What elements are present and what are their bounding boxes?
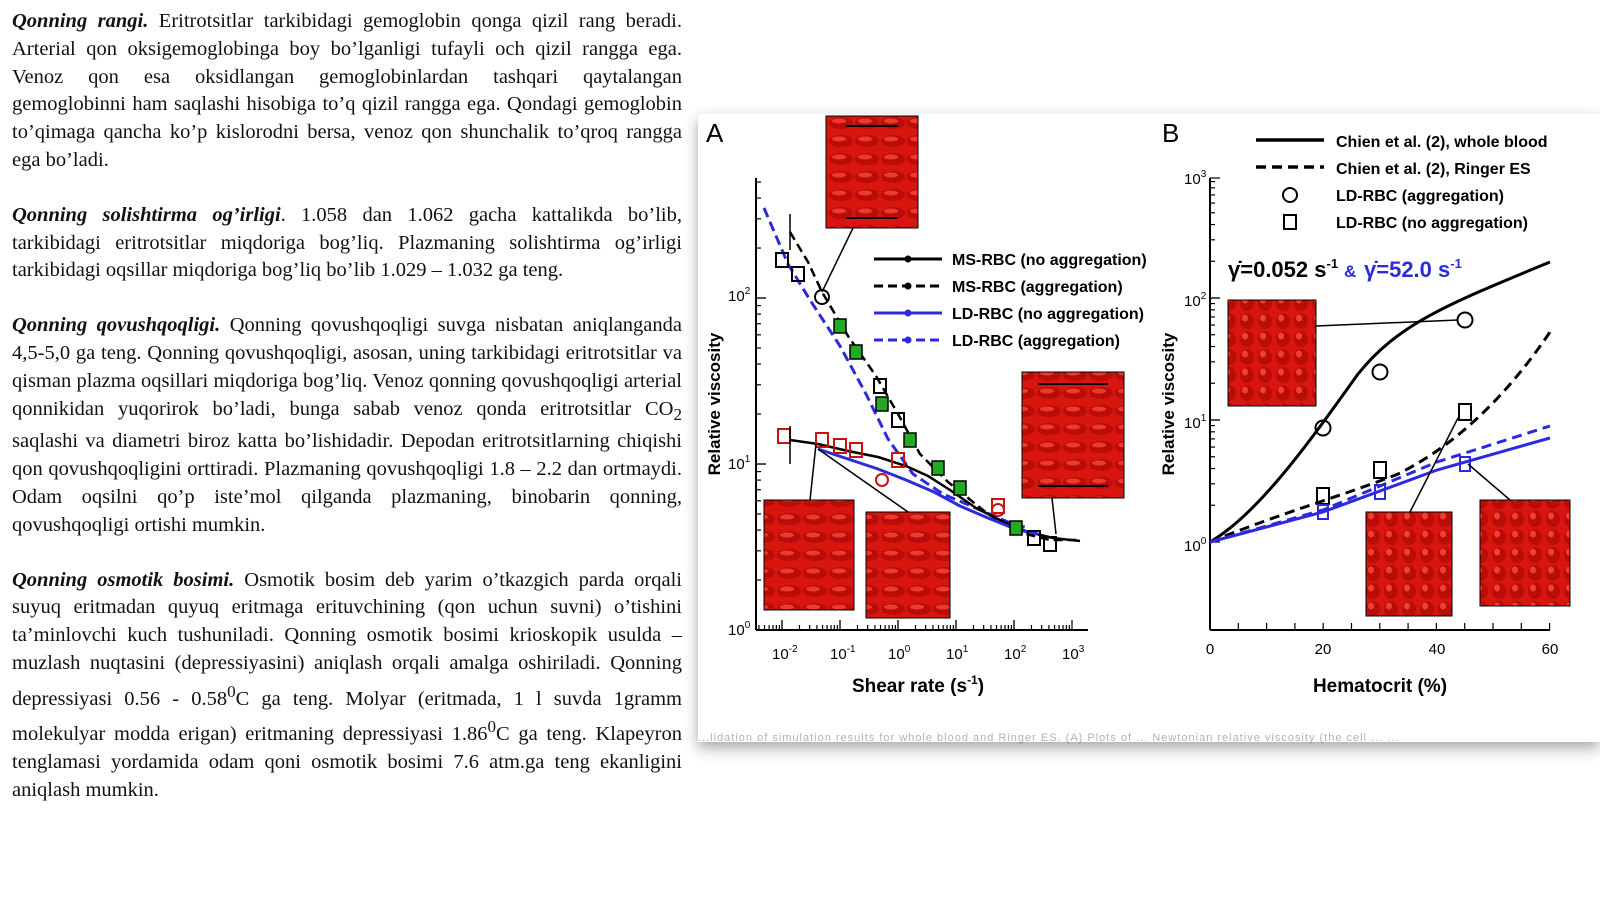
panel-a-xtick-4: $10^1$ xyxy=(946,644,969,663)
panel-b-ytick-1: $10^0$ xyxy=(1184,536,1207,555)
legend-label: MS-RBC (no aggregation) xyxy=(952,252,1147,269)
data-marker-square-green xyxy=(1010,521,1022,535)
legend-label: LD-RBC (aggregation) xyxy=(1336,188,1504,205)
pointer-line xyxy=(822,228,853,292)
panel-b-ytick-4: $10^3$ xyxy=(1184,169,1207,188)
panel-a-chart xyxy=(705,116,1147,697)
panel-a-xtick-3: $10^0$ xyxy=(888,644,911,663)
panel-a-legend xyxy=(874,252,1147,350)
body-text xyxy=(12,8,682,832)
ampersand: & xyxy=(1344,262,1357,281)
panel-a-ytick-2: $10^1$ xyxy=(728,454,751,473)
legend-label: Chien et al. (2), Ringer ES xyxy=(1336,161,1531,178)
panel-b-letter: B xyxy=(1162,118,1180,148)
paragraph-body: Osmotik bosim deb yarim o’tkazgich parda orqali suyuq eritmadan quyuq eritmaga erituvchining (qon uchun suvni) o’tishini ta’minlovchi kuch tushuniladi. Qonning osmotik bosimi krioskopik usulda – muzlash nuqtasini (depressiyasini) aniqlash orqali amalga oshiriladi. Qonning depressiyasi 0.56 - 0.58 xyxy=(12,568,682,710)
pointer-line xyxy=(1052,498,1056,534)
panel-b-markers xyxy=(1316,313,1473,520)
shear-rate-low-label: γ̇=0.052 $s^{-1}$ xyxy=(1228,256,1339,282)
paragraph-density xyxy=(12,202,682,285)
panel-a-ytick-1: $10^0$ xyxy=(728,620,751,639)
cell-image-ld-rbc xyxy=(866,512,950,618)
pointer-line xyxy=(810,444,816,500)
data-marker-circle xyxy=(815,290,829,304)
pointer-line xyxy=(1468,464,1510,500)
panel-b-ytick-2: $10^1$ xyxy=(1184,413,1207,432)
legend-label: LD-RBC (aggregation) xyxy=(952,333,1120,350)
legend-marker xyxy=(1284,215,1296,229)
cell-image-aggregated xyxy=(1228,300,1316,406)
data-marker-square-green xyxy=(876,397,888,411)
panel-a-x-label: Shear rate $(s^{-1})$ xyxy=(851,673,985,697)
paragraph-title: Qonning rangi. xyxy=(12,10,149,32)
paragraph-osmotic xyxy=(12,567,682,805)
panel-b-legend xyxy=(1256,134,1548,232)
pointer-line xyxy=(1316,320,1458,326)
data-marker-square xyxy=(1459,404,1471,420)
legend-label: LD-RBC (no aggregation) xyxy=(952,306,1144,323)
shear-rate-high-label: γ̇=52.0 $s^{-1}$ xyxy=(1364,256,1462,282)
panel-a-xtick-2: $10^{-1}$ xyxy=(830,644,856,663)
panel-a-xtick-6: $10^3$ xyxy=(1062,644,1085,663)
legend-label: LD-RBC (no aggregation) xyxy=(1336,215,1528,232)
paragraph-title: Qonning osmotik bosimi. xyxy=(12,568,235,591)
data-marker-square xyxy=(776,253,788,267)
data-marker-square-red xyxy=(778,429,790,443)
panel-b-xtick-3: 40 xyxy=(1428,641,1446,658)
legend-marker xyxy=(905,283,912,290)
cell-image-high-shear xyxy=(1022,372,1124,498)
superscript: 0 xyxy=(227,681,236,701)
paragraph-color xyxy=(12,8,682,175)
data-marker-square-green xyxy=(834,319,846,333)
data-marker-circle-red xyxy=(876,474,888,486)
paragraph-viscosity xyxy=(12,312,682,539)
panel-b-y-label: Relative viscosity xyxy=(1159,332,1178,476)
panel-b-chart xyxy=(1159,134,1570,697)
legend-label: Chien et al. (2), whole blood xyxy=(1336,134,1548,151)
paragraph-body: saqlashi va diametri biroz katta bo’lishidadir. Depodan eritrotsitlarning chiqishi qon qovushqoqligini orttiradi. Plazmaning qovushqoqligi 1.8 – 2.2 dan ortmaydi. Odam oqsilni qo’p iste’mol qilganda plazmaning, binobarin qonning, qovushqoqligi ortishi mumkin. xyxy=(12,430,682,536)
panel-a-y-label: Relative viscosity xyxy=(705,332,724,476)
legend-marker xyxy=(905,337,912,344)
paragraph-title: Qonning qovushqoqligi. xyxy=(12,314,221,337)
data-marker-square-green xyxy=(932,461,944,475)
data-marker-square-green xyxy=(954,481,966,495)
subscript: 2 xyxy=(673,404,682,424)
paragraph-body: C ga teng. Molyar (eritmada, 1 l suvda 1gramm molekulyar modda erigan) eritmaning depressiyasi 1.86 xyxy=(12,687,682,746)
panel-b-xtick-2: 20 xyxy=(1314,641,1332,658)
paragraph-body: Eritrotsitlar tarkibidagi gemoglobin qonga qizil rang beradi. Arterial qon oksigemoglobinga boy bo’lganligi tufayli och qizil rangga ega. Venoz qon esa oksidlangan gemoglobinlardan tashqari qaytalangan gemoglobinni ham saqlashi hisobiga to’q qizil rangga ega. Qondagi gemoglobin to’qimaga qancha ko’p kislorodni bersa, venoz qon shunchalik to’qroq rangga ega bo’ladi. xyxy=(12,10,682,171)
paragraph-body: Qonning qovushqoqligi suvga nisbatan aniqlanganda 4,5-5,0 ga teng. Qonning qovushqoqligi, asosan, uning tarkibidagi eritrotsitlar va qisman plazma oqsillari miqdoriga bog’liq. Venoz qonning qovushqoqligi arterial qonnikidan yuqorirok bo’ladi, bunga sabab venoz qonda eritrotsitlar CO xyxy=(12,314,682,420)
cell-image-ms-rbc xyxy=(764,500,854,610)
cell-image-hct-45 xyxy=(1480,500,1570,606)
legend-label: MS-RBC (aggregation) xyxy=(952,279,1123,296)
panel-b-xtick-4: 60 xyxy=(1541,641,1559,658)
paragraph-title: Qonning solishtirma og’irligi xyxy=(12,203,281,226)
figure-panel xyxy=(698,114,1600,742)
data-marker-circle-red xyxy=(992,504,1004,516)
figure-svg xyxy=(698,114,1600,742)
data-marker-square-green xyxy=(850,345,862,359)
panel-a-xtick-5: $10^2$ xyxy=(1004,644,1027,663)
data-marker-square xyxy=(1374,462,1386,478)
paragraph-body: C ga teng. Klapeyron tenglamasi yordamida odam qoni osmotik bosimi 7.6 atm.ga teng ekanligini aniqlash mumkin. xyxy=(12,723,682,801)
legend-marker xyxy=(905,310,912,317)
cell-image-low-shear xyxy=(826,116,918,228)
data-marker-circle xyxy=(1373,365,1388,380)
data-marker-circle xyxy=(1458,313,1473,328)
panel-a-letter: A xyxy=(706,118,724,148)
legend-marker xyxy=(905,256,912,263)
data-marker-square-red xyxy=(850,443,862,457)
panel-b-x-label: Hematocrit (%) xyxy=(1312,676,1448,697)
cell-image-hct-40 xyxy=(1366,512,1452,616)
figure-caption: ...lidation of simulation results for whole blood and Ringer ES. (A) Plots of ... Newtonian relative viscosity (the cell ... ... xyxy=(698,732,1400,744)
legend-marker xyxy=(1283,188,1297,202)
panel-b-xtick-1: 0 xyxy=(1205,641,1215,658)
superscript: 0 xyxy=(487,717,496,737)
panel-b-ytick-3: $10^2$ xyxy=(1184,291,1207,310)
data-marker-square-green xyxy=(904,433,916,447)
panel-a-xtick-1: $10^{-2}$ xyxy=(772,644,798,663)
paragraph-body: . 1.058 dan 1.062 gacha kattalikda bo’lib, tarkibidagi eritrotsitlar miqdoriga bog’liq. Plazmaning solishtirma og’irligi tarkibidagi oqsillar miqdoriga bog’liq bo’lib 1.029 – 1.032 ga teng. xyxy=(12,203,682,282)
panel-a-ytick-3: $10^2$ xyxy=(728,286,751,305)
